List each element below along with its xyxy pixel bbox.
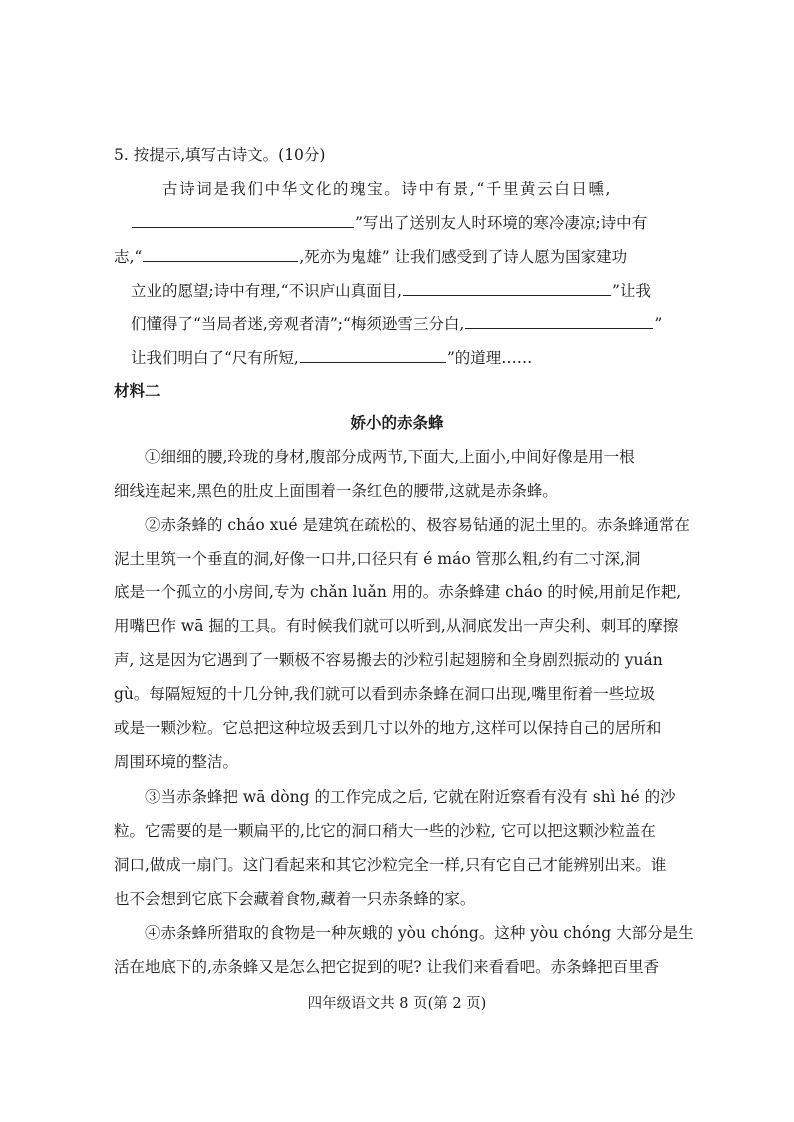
answer-blank-2[interactable]: [143, 246, 298, 262]
answer-blank-5[interactable]: [300, 347, 446, 363]
passage-line: 声, 这是因为它遇到了一颗极不容易搬去的沙粒引起翅膀和全身剧烈振动的 yuán: [114, 651, 663, 669]
answer-blank-4[interactable]: [465, 313, 653, 329]
passage-line: ②赤条蜂的 cháo xué 是建筑在疏松的、极容易钻通的泥土里的。赤条蜂通常在: [145, 516, 690, 534]
passage-line: 活在地底下的,赤条蜂又是怎么把它捉到的呢? 让我们来看看吧。赤条蜂把百里香: [114, 958, 660, 976]
passage-line: 泥土里筑一个垂直的洞,好像一口井,口径只有 é máo 管那么粗,约有二寸深,洞: [114, 550, 641, 568]
question-line-2: ”写出了送别友人时环境的寒冷凄凉;诗中有: [0, 212, 794, 233]
question-line-6: 让我们明白了“尺有所短, ”的道理……: [131, 349, 533, 367]
passage-line: 底是一个孤立的小房间,专为 chǎn luǎn 用的。赤条蜂建 cháo 的时候,用前足作耙,: [114, 583, 682, 601]
passage-line: gù。每隔短短的十几分钟,我们就可以看到赤条蜂在洞口出现,嘴里衔着一些垃圾: [114, 685, 656, 703]
passage-line: 粒。它需要的是一颗扁平的,比它的洞口稍大一些的沙粒, 它可以把这颗沙粒盖在: [114, 822, 656, 840]
answer-blank-1[interactable]: [132, 212, 354, 228]
question-line-1: 古诗词是我们中华文化的瑰宝。诗中有景,“千里黄云白日曛,: [162, 180, 613, 198]
passage-line: 周围环境的整洁。: [114, 753, 239, 771]
passage-line: ④赤条蜂所猎取的食物是一种灰蛾的 yòu chóng。这种 yòu chóng 大部分是生: [145, 924, 694, 942]
question-line-4: 立业的愿望;诗中有理,“不识庐山真面目, ”让我: [131, 282, 651, 300]
passage-line: ①细细的腰,玲珑的身材,腹部分成两节,下面大,上面小,中间好像是用一根: [145, 448, 635, 466]
passage-line: 也不会想到它底下会藏着食物,藏着一只赤条蜂的家。: [114, 890, 476, 908]
question-line-3: 志,“ ,死亦为鬼雄” 让我们感受到了诗人愿为国家建功: [114, 248, 628, 266]
question-line-5: 们懂得了“当局者迷,旁观者清”;“梅须逊雪三分白, ”: [131, 315, 663, 333]
material-label: 材料二: [114, 382, 161, 400]
passage-line: 用嘴巴作 wā 掘的工具。有时候我们就可以听到,从洞底发出一声尖利、刺耳的摩擦: [114, 617, 679, 635]
passage-line: ③当赤条蜂把 wā dòng 的工作完成之后, 它就在附近察看有没有 shì hé 的沙: [145, 788, 676, 806]
question-heading: 5. 按提示,填写古诗文。(10分): [114, 146, 326, 164]
page-footer: 四年级语文共 8 页(第 2 页): [307, 996, 487, 1012]
answer-blank-3[interactable]: [403, 280, 611, 296]
passage-line: 或是一颗沙粒。它总把这种垃圾丢到几寸以外的地方,这样可以保持自己的居所和: [114, 719, 662, 737]
passage-title: 娇小的赤条蜂: [350, 414, 444, 432]
passage-line: 细线连起来,黑色的肚皮上面围着一条红色的腰带,这就是赤条蜂。: [114, 482, 558, 500]
passage-line: 洞口,做成一扇门。这门看起来和其它沙粒完全一样,只有它自己才能辨别出来。谁: [114, 856, 667, 874]
